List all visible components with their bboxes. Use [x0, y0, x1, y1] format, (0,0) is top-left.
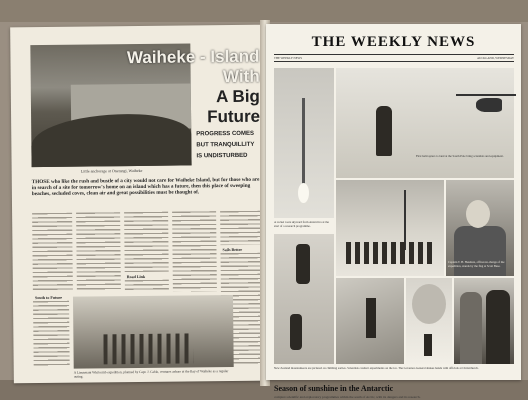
helicopter-body: [476, 98, 502, 112]
text-column-2: [76, 212, 121, 290]
officer-caption: Captain T. H. Hendren, officer-in-charge of the expedition, stands by the flag at Scott Base.: [448, 260, 505, 268]
season-headline: Season of sunshine in the Antarctic: [274, 384, 394, 393]
text-column-1: [32, 213, 73, 291]
officer-face: [466, 200, 490, 228]
headline-line-3: Future: [207, 106, 261, 127]
bottom-captions: New Zealand mountaineers are pictured on climbing sorties. Scientists conduct experiments on the ice. The Governor-General shakes hands with officials at Christchurch.: [274, 366, 479, 370]
headline-line-2: A Big: [216, 86, 260, 107]
rocket-flare: [298, 183, 309, 203]
weather-balloon: [412, 284, 446, 324]
article-lead: THOSE who like the rush and bustle of a city would not care for Waiheke Island, but for those who are in search of a site for tomorrow's home on an island which has a future, then this place of sweeping beaches, secluded coves, clean air and great possibilities must be thought of.: [31, 176, 260, 198]
text-column-6: [33, 301, 70, 367]
officer-coat: [454, 226, 506, 276]
article-headline: [94, 47, 260, 129]
climber-figure: [296, 244, 310, 284]
helicopter-photo: [336, 68, 514, 178]
photo-people: [103, 333, 193, 364]
rocket-caption: A rocket roars skyward from Antarctica at the start of a research programme.: [274, 220, 329, 228]
climber-photo: [274, 234, 334, 364]
left-page: [10, 25, 266, 384]
crevasse-photo: [336, 278, 404, 364]
crevasse-figure: [366, 298, 376, 338]
right-page: [266, 24, 521, 399]
balloon-figure: [424, 334, 432, 356]
climber-figure-2: [290, 314, 302, 350]
flag-group-photo: [336, 180, 444, 276]
handshake-person-a: [460, 292, 482, 364]
article-subhead: PROGRESS COMES BUT TRANQUILLITY IS UNDISTURBED: [196, 130, 255, 160]
season-subline: complex scientific and exploratory programmes within the south of Arctic, with its dangers and its research.: [274, 395, 421, 399]
masthead: THE WEEKLY NEWS: [311, 34, 476, 50]
group-people: [346, 242, 436, 264]
beach-group-photo: [73, 295, 234, 369]
balloon-photo: [406, 278, 452, 364]
photo-caption: Little anchorage at Onetangi, Waiheke: [80, 167, 143, 174]
text-column-4: [172, 211, 217, 291]
rocket-trail: [302, 98, 305, 188]
dateline: [274, 56, 514, 60]
rocket-photo: [274, 68, 334, 218]
helicopter-rotor: [456, 94, 516, 96]
section-ferry: Sails Better: [222, 246, 243, 253]
dateline-left: THE WEEKLY NEWS: [274, 56, 303, 60]
section-road-link: Road Link: [126, 273, 146, 280]
text-column-5: [220, 211, 260, 245]
masthead-rule: [274, 54, 514, 55]
helicopter-caption: First helicopters to land at the South Pole bring scientists and equipment.: [416, 154, 504, 158]
bottom-photo-caption: A Lieutenant Whitcomb expedition, planned by Capt. J. Cable, ventures ashore at the Bay of Waiheke as a regular outing.: [73, 369, 229, 379]
handshake-person-b: [486, 290, 510, 364]
dateline-right: AUCKLAND, WEDNESDAY: [476, 56, 514, 60]
table-surface-top: [0, 0, 528, 22]
text-column-3b: [125, 280, 169, 292]
headline-line-1: Waiheke - Island With: [126, 46, 260, 87]
man-waving: [376, 106, 392, 156]
handshake-photo: [454, 278, 514, 364]
dateline-rule: [274, 61, 514, 62]
flag-pole: [404, 190, 406, 250]
section-south: South to Future: [34, 294, 63, 301]
text-column-3: [124, 212, 169, 272]
